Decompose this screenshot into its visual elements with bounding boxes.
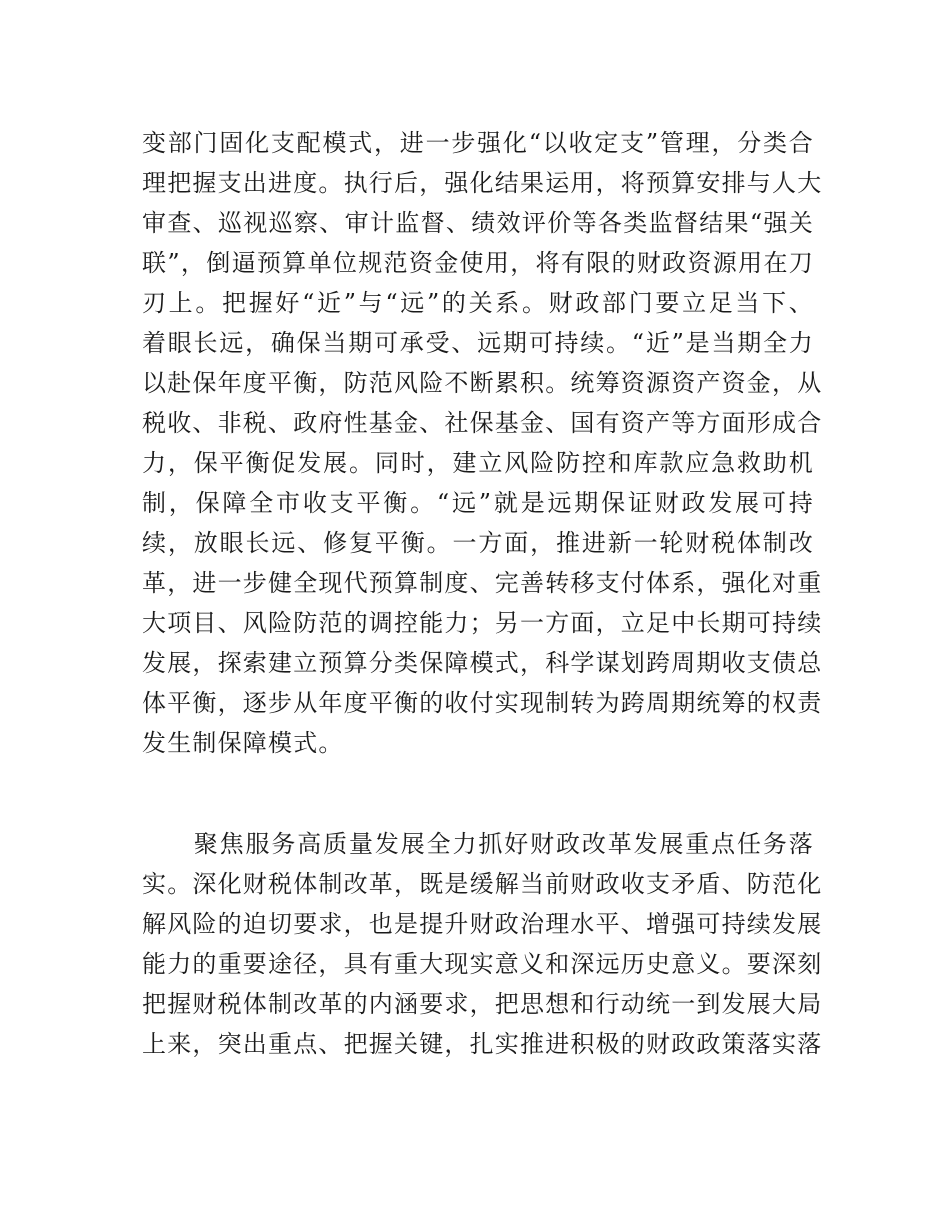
paragraph-1 — [142, 123, 823, 763]
text-line: 能力的重要途径，具有重大现实意义和深远历史意义。要深刻 — [142, 950, 823, 978]
text-line: 大项目、风险防范的调控能力；另一方面，立足中长期可持续 — [142, 609, 823, 637]
text-line: 体平衡，逐步从年度平衡的收付实现制转为跨周期统筹的权责 — [142, 689, 823, 717]
text-line: 发生制保障模式。 — [142, 729, 344, 757]
text-line: 以赴保年度平衡，防范风险不断累积。统筹资源资产资金，从 — [142, 369, 823, 397]
text-line: 上来，突出重点、把握关键，扎实推进积极的财政政策落实落 — [142, 1030, 823, 1058]
text-line: 联”，倒逼预算单位规范资金使用，将有限的财政资源用在刀 — [142, 249, 814, 277]
text-line: 力，保平衡促发展。同时，建立风险防控和库款应急救助机 — [142, 449, 814, 477]
text-line: 审查、巡视巡察、审计监督、绩效评价等各类监督结果“强关 — [142, 209, 814, 237]
text-line: 聚焦服务高质量发展全力抓好财政改革发展重点任务落 — [142, 830, 814, 858]
text-line: 革，进一步健全现代预算制度、完善转移支付体系，强化对重 — [142, 569, 823, 597]
text-line: 续，放眼长远、修复平衡。一方面，推进新一轮财税体制改 — [142, 529, 814, 557]
text-line: 刃上。把握好“近”与“远”的关系。财政部门要立足当下、 — [142, 289, 814, 317]
paragraph-2 — [142, 824, 823, 1064]
text-line: 制，保障全市收支平衡。“远”就是远期保证财政发展可持 — [142, 489, 814, 517]
text-line: 实。深化财税体制改革，既是缓解当前财政收支矛盾、防范化 — [142, 870, 823, 898]
text-line: 理把握支出进度。执行后，强化结果运用，将预算安排与人大 — [142, 169, 823, 197]
text-line: 把握财税体制改革的内涵要求，把思想和行动统一到发展大局 — [142, 990, 823, 1018]
text-line: 解风险的迫切要求，也是提升财政治理水平、增强可持续发展 — [142, 910, 823, 938]
text-line: 发展，探索建立预算分类保障模式，科学谋划跨周期收支债总 — [142, 649, 823, 677]
text-line: 着眼长远，确保当期可承受、远期可持续。“近”是当期全力 — [142, 329, 814, 357]
text-line: 税收、非税、政府性基金、社保基金、国有资产等方面形成合 — [142, 409, 823, 437]
text-line: 变部门固化支配模式，进一步强化“以收定支”管理，分类合 — [142, 129, 814, 157]
